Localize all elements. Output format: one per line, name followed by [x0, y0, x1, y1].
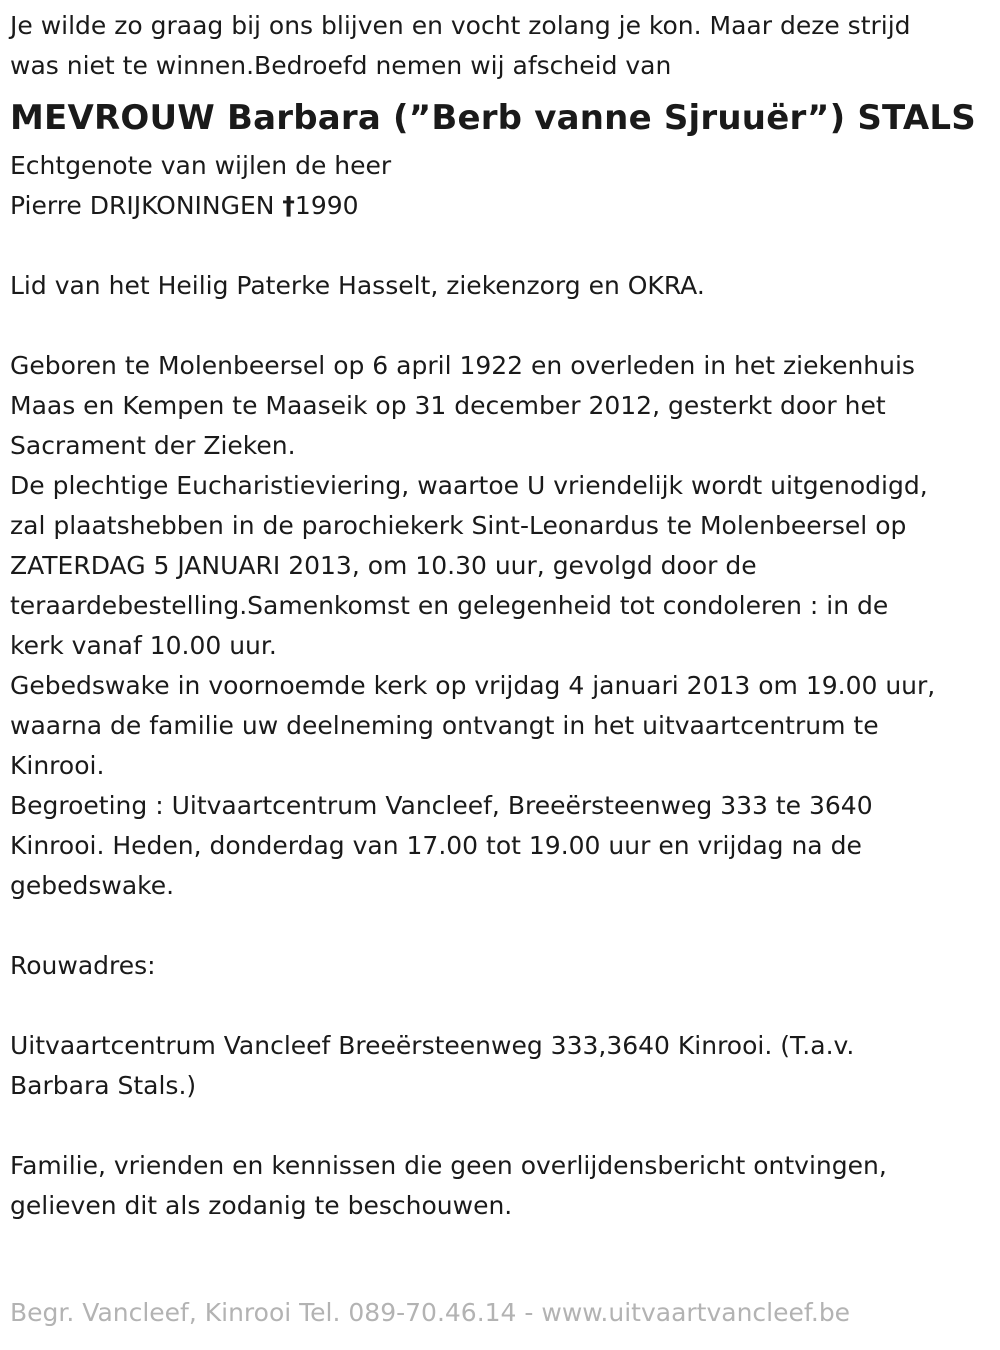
intro-line: Je wilde zo graag bij ons blijven en vocht zolang je kon. Maar deze strijd: [10, 11, 911, 40]
spacer: [10, 986, 995, 1026]
closing-line: gelieven dit als zodanig te beschouwen.: [10, 1191, 513, 1220]
spouse-line: Echtgenote van wijlen de heer: [10, 151, 392, 180]
ceremony-line: zal plaatshebben in de parochiekerk Sint-Leonardus te Molenbeersel op: [10, 511, 907, 540]
ceremony-line: teraardebestelling.Samenkomst en gelegenheid tot condoleren : in de: [10, 591, 889, 620]
birth-death-line: Maas en Kempen te Maaseik op 31 december 2012, gesterkt door het: [10, 391, 886, 420]
spouse-name-line: [10, 186, 995, 226]
vigil-line: waarna de familie uw deelneming ontvangt in het uitvaartcentrum te: [10, 711, 879, 740]
birth-death-line: Sacrament der Zieken.: [10, 431, 296, 460]
ceremony-line: ZATERDAG 5 JANUARI 2013, om 10.30 uur, gevolgd door de: [10, 551, 757, 580]
vigil-line: Kinrooi.: [10, 751, 105, 780]
membership-line: Lid van het Heilig Paterke Hasselt, ziekenzorg en OKRA.: [10, 271, 705, 300]
spouse-death-year: 1990: [294, 191, 359, 220]
mourning-address-line: Uitvaartcentrum Vancleef Breeërsteenweg 333,3640 Kinrooi. (T.a.v.: [10, 1031, 855, 1060]
spacer: [10, 306, 995, 346]
closing-line: Familie, vrienden en kennissen die geen overlijdensbericht ontvingen,: [10, 1151, 887, 1180]
death-notice: [10, 6, 995, 1226]
visitation-line: gebedswake.: [10, 871, 175, 900]
spacer: [10, 1106, 995, 1146]
cross-icon: †: [282, 191, 295, 220]
funeral-home-footer: Begr. Vancleef, Kinrooi Tel. 089-70.46.14 - www.uitvaartvancleef.be: [10, 1298, 851, 1327]
visitation-line: Kinrooi. Heden, donderdag van 17.00 tot 19.00 uur en vrijdag na de: [10, 831, 862, 860]
spacer: [10, 906, 995, 946]
spouse-name: Pierre DRIJKONINGEN: [10, 191, 283, 220]
mourning-address-label: Rouwadres:: [10, 951, 156, 980]
vigil-line: Gebedswake in voornoemde kerk op vrijdag 4 januari 2013 om 19.00 uur,: [10, 671, 936, 700]
deceased-name: MEVROUW Barbara (”Berb vanne Sjruuër”) STALS: [10, 98, 976, 138]
ceremony-line: De plechtige Eucharistieviering, waartoe U vriendelijk wordt uitgenodigd,: [10, 471, 928, 500]
visitation-line: Begroeting : Uitvaartcentrum Vancleef, Breeërsteenweg 333 te 3640: [10, 791, 873, 820]
spacer: [10, 226, 995, 266]
mourning-address-line: Barbara Stals.): [10, 1071, 197, 1100]
birth-death-line: Geboren te Molenbeersel op 6 april 1922 en overleden in het ziekenhuis: [10, 351, 915, 380]
intro-line: was niet te winnen.Bedroefd nemen wij afscheid van: [10, 51, 672, 80]
ceremony-line: kerk vanaf 10.00 uur.: [10, 631, 277, 660]
